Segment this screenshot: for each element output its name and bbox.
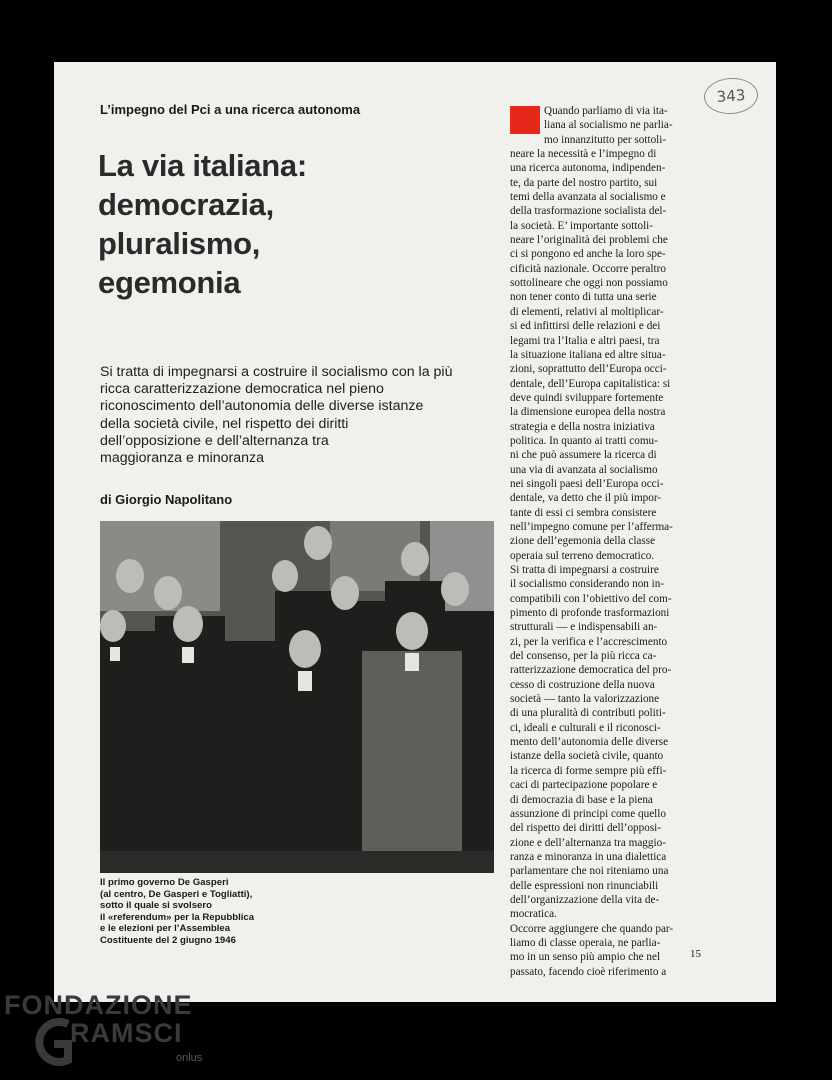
g-logo-icon: [34, 1014, 74, 1070]
article-line: non tener conto di tutta una serie: [510, 291, 657, 304]
article-line: si ed infittirsi delle relazioni e dei: [510, 320, 661, 333]
article-line: caci di partecipazione popolare e: [510, 779, 658, 792]
watermark-line1: FONDAZIONE: [4, 990, 193, 1020]
caption-line: e le elezioni per l’Assemblea: [100, 923, 231, 935]
article-line: mocratica.: [510, 908, 557, 921]
article-line: zi, per la verifica e l’accrescimento: [510, 635, 668, 648]
fondazione-gramsci-watermark: [4, 990, 224, 1076]
photo-figures: [100, 521, 494, 873]
article-line: compatibili con l’obiettivo del com-: [510, 592, 672, 605]
photo-caption: [100, 877, 300, 947]
article-line: nei singoli paesi dell’Europa occi-: [510, 477, 664, 490]
article-line: temi della avanzata al socialismo e: [510, 191, 666, 204]
article-line: cificità nazionale. Occorre peraltro: [510, 262, 666, 275]
standfirst-line: Si tratta di impegnarsi a costruire il socialismo con la più: [100, 364, 453, 380]
article-line: di democrazia di base e la piena: [510, 793, 653, 806]
handwritten-page-note: 343: [703, 76, 759, 116]
article-line: una via di avanzata al socialismo: [510, 463, 658, 476]
article-line: neare l’originalità dei problemi che: [510, 234, 668, 247]
article-line: del rispetto dei diritti dell’opposi-: [510, 822, 662, 835]
article-line: neare la necessità e l’impegno di: [510, 148, 657, 161]
article-line: dentale, dell’Europa capitalistica: si: [510, 377, 671, 390]
article-line: strutturali — e indispensabili an-: [510, 621, 658, 634]
headline-line: democrazia,: [98, 187, 274, 222]
article-line: del consenso, per la più ricca ca-: [510, 650, 657, 663]
standfirst: [100, 364, 504, 467]
article-line: mo innanzitutto per sottoli-: [544, 133, 667, 146]
article-line: di una pluralità di contributi politi-: [510, 707, 666, 720]
article-line: di elementi, relativi al moltiplicar-: [510, 305, 664, 318]
caption-line: il «referendum» per la Repubblica: [100, 911, 255, 923]
article-line: passato, facendo cioè riferimento a: [510, 965, 667, 978]
article-line: operaia sul terreno democratico.: [510, 549, 655, 562]
article-line: il socialismo considerando non in-: [510, 578, 665, 591]
article-line: legami tra l’Italia e altri paesi, tra: [510, 334, 660, 347]
article-line: pimento di profonde trasformazioni: [510, 607, 670, 620]
caption-line: sotto il quale si svolsero: [100, 900, 212, 912]
watermark-line2: RAMSCI: [70, 1018, 183, 1048]
article-line: dell’organizzazione della vita de-: [510, 893, 660, 906]
page-number: 15: [690, 948, 701, 960]
article-line: istanze della società civile, quanto: [510, 750, 664, 763]
article-line: ratterizzazione democratica del pro-: [510, 664, 672, 677]
headline-line: La via italiana:: [98, 148, 307, 183]
article-line: nell’impegno comune per l’afferma-: [510, 520, 673, 533]
article-line: della trasformazione socialista del-: [510, 205, 667, 218]
article-line: Occorre aggiungere che quando par-: [510, 922, 674, 935]
article-line: ci si pongono ed anche la loro spe-: [510, 248, 666, 261]
caption-line: (al centro, De Gasperi e Togliatti),: [100, 888, 253, 900]
article-line: cesso di costruzione della nuova: [510, 678, 655, 691]
article-line: Si tratta di impegnarsi a costruire: [510, 564, 659, 576]
article-line: zioni, soprattutto dell’Europa occi-: [510, 363, 667, 376]
caption-line: Costituente del 2 giugno 1946: [100, 934, 236, 946]
group-photo: [100, 521, 494, 873]
article-line: mo in un senso più ampio che nel: [510, 951, 661, 964]
article-line: mento dell’autonomia delle diverse: [510, 736, 669, 749]
standfirst-line: dell’opposizione e dell’alternanza tra: [100, 432, 329, 449]
headline-line: egemonia: [98, 265, 241, 300]
article-line: una ricerca autonoma, indipenden-: [510, 162, 666, 175]
article-line: politica. In quanto ai tratti comu-: [510, 434, 658, 447]
article-line: delle espressioni non rinunciabili: [510, 879, 659, 892]
byline: di Giorgio Napolitano: [100, 492, 233, 507]
article-line: assunzione di principi come quello: [510, 807, 666, 820]
watermark-suffix: onlus: [176, 1052, 203, 1064]
article-line: strategia e della nostra iniziativa: [510, 420, 655, 433]
article-line: liamo di classe operaia, ne parlia-: [510, 936, 661, 949]
article-line: la società. E’ importante sottoli-: [510, 219, 654, 232]
article-line: ni che può assumere la ricerca di: [510, 449, 657, 462]
standfirst-line: ricca caratterizzazione democratica nel pieno: [100, 381, 384, 398]
article-line: te, da parte del nostro partito, sui: [510, 176, 658, 189]
article-line: la ricerca di forme sempre più effi-: [510, 764, 667, 777]
article-body: [510, 104, 706, 979]
standfirst-line: maggioranza e minoranza: [100, 450, 265, 467]
article-line: sottolineare che oggi non possiamo: [510, 277, 668, 290]
magazine-page: [54, 62, 776, 1002]
standfirst-line: riconoscimento dell’autonomia delle diverse istanze: [100, 398, 424, 415]
article-line: società — tanto la valorizzazione: [510, 693, 660, 706]
article-line: ranza e minoranza in una dialettica: [510, 850, 667, 863]
article-line: dentale, va detto che il più impor-: [510, 492, 662, 505]
article-line: zione dell’egemonia della classe: [510, 535, 656, 548]
headline-line: pluralismo,: [98, 226, 261, 261]
article-line: deve quindi sviluppare fortemente: [510, 391, 664, 404]
article-line: liana al socialismo ne parlia-: [544, 119, 673, 132]
headline: [98, 146, 398, 302]
standfirst-line: della società civile, nel rispetto dei diritti: [100, 415, 349, 432]
kicker: L’impegno del Pci a una ricerca autonoma: [100, 102, 361, 117]
article-line: la dimensione europea della nostra: [510, 406, 666, 419]
article-line: tante di essi ci sembra consistere: [510, 506, 657, 519]
article-line: parlamentare che noi riteniamo una: [510, 865, 669, 878]
article-line: ci, ideali e culturali e il riconosci-: [510, 721, 661, 734]
article-line: Quando parliamo di via ita-: [544, 105, 668, 117]
caption-line: Il primo governo De Gasperi: [100, 877, 229, 888]
article-line: la situazione italiana ed altre situa-: [510, 348, 666, 361]
article-line: zione e dell’alternanza tra maggio-: [510, 836, 666, 849]
